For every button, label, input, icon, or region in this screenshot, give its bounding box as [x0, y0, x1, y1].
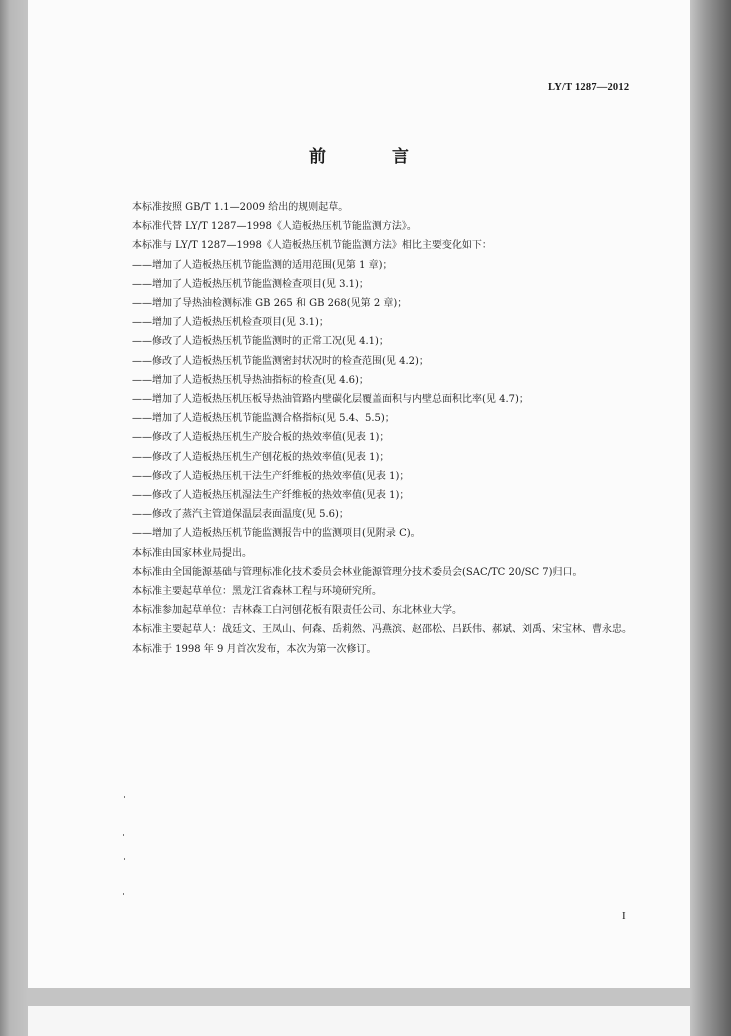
- change-item: ——增加了人造板热压机节能监测合格指标(见 5.4、5.5)；: [132, 413, 395, 425]
- change-item: ——增加了人造板热压机检查项目(见 3.1)；: [132, 317, 329, 329]
- scan-speck: [123, 893, 124, 895]
- paragraph-changes-intro: 本标准与 LY/T 1287—1998《人造板热压机节能监测方法》相比主要变化如下：: [132, 240, 492, 252]
- paragraph-administered-by: 本标准由全国能源基础与管理标准化技术委员会林业能源管理分技术委员会(SAC/TC 20/SC 7)归口。: [132, 566, 583, 578]
- change-item: ——修改了人造板热压机生产刨花板的热效率值(见表 1)；: [132, 451, 390, 463]
- change-item: ——增加了人造板热压机导热油指标的检查(见 4.6)；: [132, 374, 369, 386]
- scan-speck: [123, 834, 124, 836]
- paragraph-main-drafting-unit: 本标准主要起草单位：黑龙江省森林工程与环境研究所。: [132, 586, 382, 598]
- scan-speck: [124, 796, 125, 798]
- scan-speck: [124, 858, 125, 860]
- change-item: ——增加了人造板热压机压板导热油管路内壁碳化层覆盖面积与内壁总面积比率(见 4.7)；: [132, 394, 529, 406]
- change-item: ——增加了导热油检测标准 GB 265 和 GB 268(见第 2 章)；: [132, 298, 408, 310]
- page-number: I: [622, 910, 626, 922]
- change-item: ——修改了人造板热压机生产胶合板的热效率值(见表 1)；: [132, 432, 390, 444]
- next-page-edge: [28, 1006, 690, 1036]
- paragraph-participating-units: 本标准参加起草单位：吉林森工白河刨花板有限责任公司、东北林业大学。: [132, 605, 462, 617]
- paragraph-drafting-rules: 本标准按照 GB/T 1.1—2009 给出的规则起草。: [132, 202, 349, 213]
- change-item: ——修改了蒸汽主管道保温层表面温度(见 5.6)；: [132, 509, 349, 521]
- change-item: ——修改了人造板热压机干法生产纤维板的热效率值(见表 1)；: [132, 470, 410, 482]
- change-item: ——增加了人造板热压机节能监测检查项目(见 3.1)；: [132, 278, 369, 290]
- change-item: ——修改了人造板热压机节能监测密封状况时的检查范围(见 4.2)；: [132, 355, 429, 367]
- paragraph-publication-history: 本标准于 1998 年 9 月首次发布，本次为第一次修订。: [132, 643, 377, 655]
- paragraph-replaces: 本标准代替 LY/T 1287—1998《人造板热压机节能监测方法》。: [132, 221, 417, 233]
- foreword-body: [104, 198, 649, 659]
- standard-code: LY/T 1287—2012: [548, 82, 630, 93]
- change-item: ——增加了人造板热压机节能监测的适用范围(见第 1 章)；: [132, 259, 393, 271]
- change-item: ——修改了人造板热压机湿法生产纤维板的热效率值(见表 1)；: [132, 490, 410, 502]
- change-item: ——修改了人造板热压机节能监测时的正常工况(见 4.1)；: [132, 336, 389, 348]
- document-page: [28, 0, 690, 988]
- paragraph-main-drafters: 本标准主要起草人：战廷文、王凤山、何森、岳莉然、冯燕滨、赵邵松、吕跃伟、郝斌、刘禹、宋宝林、曹永忠。: [132, 624, 632, 636]
- change-item: ——增加了人造板热压机节能监测报告中的监测项目(见附录 C)。: [132, 528, 421, 540]
- paragraph-proposed-by: 本标准由国家林业局提出。: [132, 547, 252, 559]
- page-title: 前 言: [309, 147, 439, 167]
